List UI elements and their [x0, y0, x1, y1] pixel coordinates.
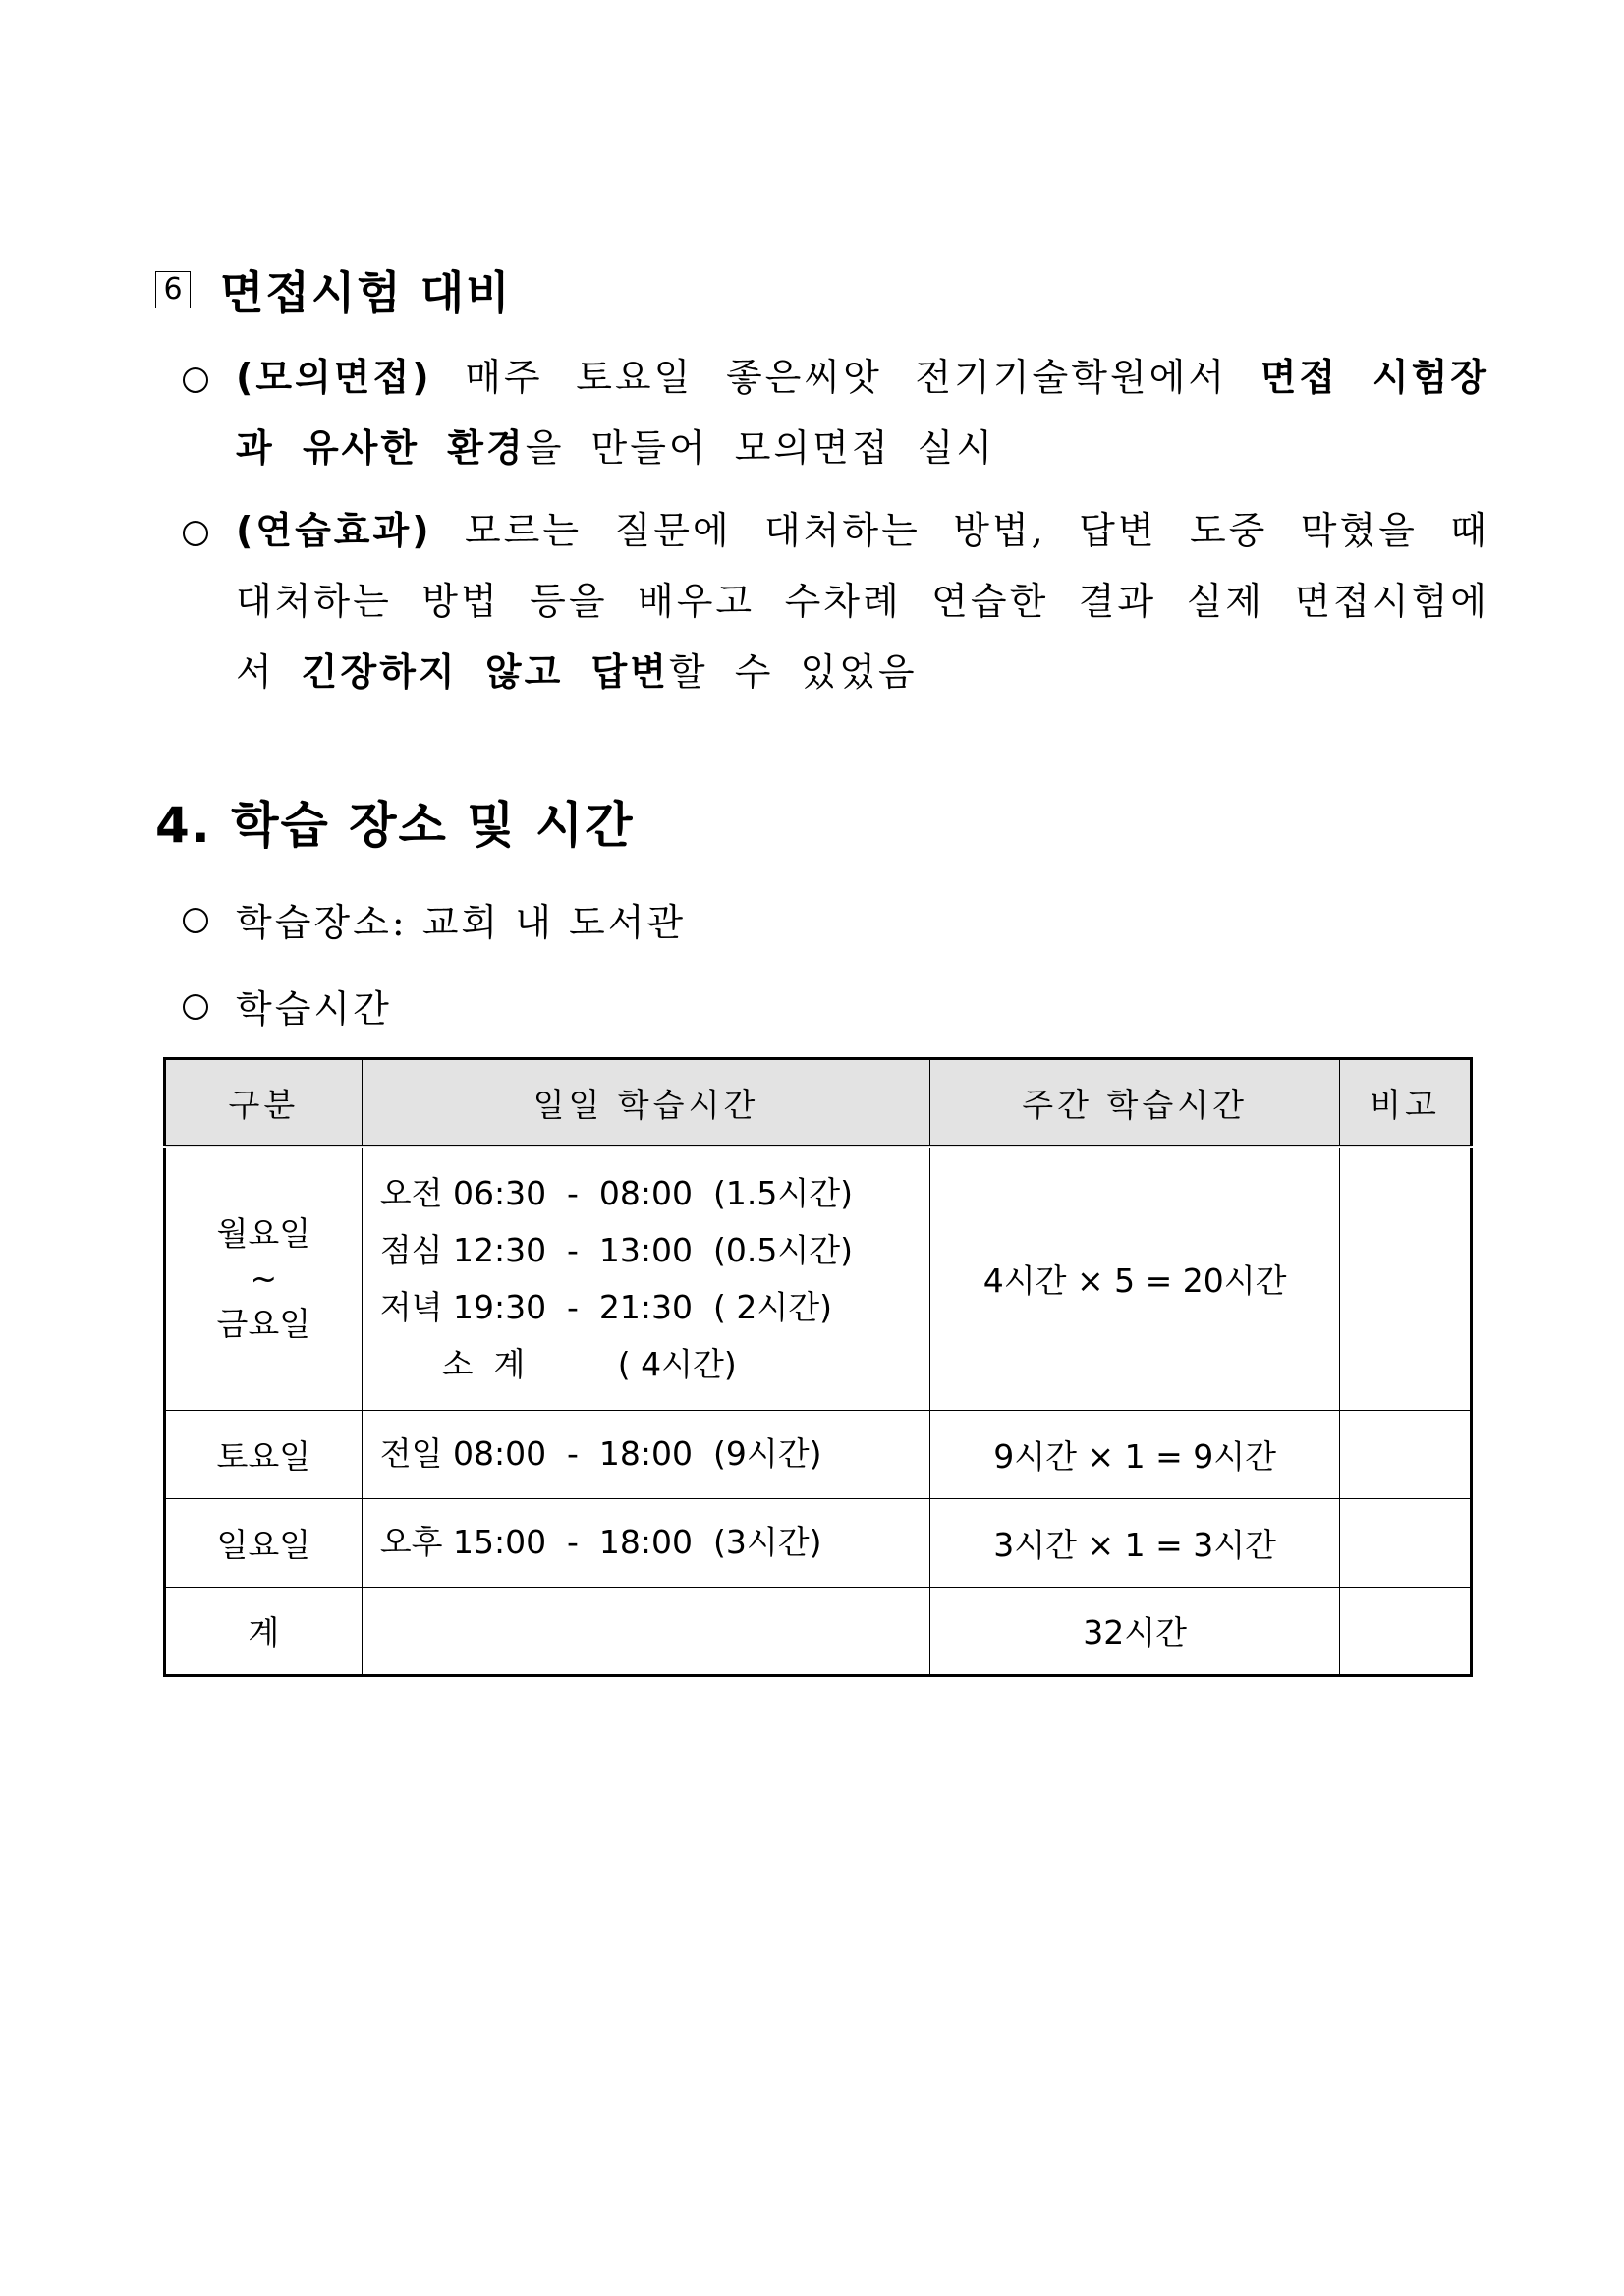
cell-weekly: 3시간 × 1 = 3시간: [930, 1498, 1340, 1587]
bold-label: (모의면접): [236, 356, 432, 399]
cell-day: 일요일: [165, 1498, 363, 1587]
circle-bullet-icon: [183, 367, 208, 393]
table-row-total: [165, 1587, 1472, 1675]
cell-weekly: 4시간 × 5 = 20시간: [930, 1147, 1340, 1410]
time-line: 전일 08:00 - 18:00 (9시간): [379, 1434, 822, 1473]
list-item-text: 학습장소: 교회 내 도서관: [236, 901, 687, 944]
circle-bullet-icon: [183, 908, 208, 933]
cell-total-label: 계: [165, 1587, 363, 1675]
paragraph-practice-effect: [183, 495, 1489, 707]
paragraph-body: 모르는 질문에 대처하는 방법, 답변 도중 막혔을 때 대처하는 방법 등을 배우고 수차례 연습한 결과 실제 면접시험에서: [236, 509, 1489, 694]
circle-bullet-icon: [183, 521, 208, 546]
cell-note: [1340, 1410, 1472, 1498]
time-line: 저녁 19:30 - 21:30 ( 2시간): [379, 1287, 833, 1326]
table-row-saturday: [165, 1410, 1472, 1498]
paragraph-body: 을 만들어 모의면접 실시: [525, 426, 996, 470]
time-subtotal-line: 소 계 ( 4시간): [379, 1344, 737, 1383]
table-header-row: [165, 1059, 1472, 1148]
cell-daily-times: [362, 1147, 929, 1410]
cell-daily-times: [362, 1498, 929, 1587]
study-schedule-table: [163, 1057, 1473, 1677]
table-row-sunday: [165, 1498, 1472, 1587]
table-row-weekday: [165, 1147, 1472, 1410]
cell-day: 토요일: [165, 1410, 363, 1498]
section-4-title: 4. 학습 장소 및 시간: [155, 797, 635, 854]
cell-note: [1340, 1147, 1472, 1410]
section-6-heading: [155, 257, 512, 322]
time-line: 오전 06:30 - 08:00 (1.5시간): [379, 1173, 853, 1212]
paragraph-text: [236, 495, 1489, 707]
bold-label: (연습효과): [236, 509, 432, 552]
cell-note: [1340, 1498, 1472, 1587]
cell-total-daily: [362, 1587, 929, 1675]
bold-phrase: 면접 시험장과 유사한 환경: [236, 356, 1489, 470]
paragraph-body: 할 수 있었음: [668, 650, 918, 694]
cell-weekly: 9시간 × 1 = 9시간: [930, 1410, 1340, 1498]
day-to: 금요일: [216, 1304, 311, 1343]
list-item-study-place: [183, 892, 686, 946]
paragraph-body: 매주 토요일 좋은씨앗 전기기술학원에서: [431, 356, 1260, 399]
header-note: 비고: [1340, 1059, 1472, 1148]
header-weekly-hours: 주간 학습시간: [930, 1059, 1340, 1148]
time-line: 점심 12:30 - 13:00 (0.5시간): [379, 1230, 853, 1269]
circle-bullet-icon: [183, 994, 208, 1020]
header-daily-hours: 일일 학습시간: [362, 1059, 929, 1148]
day-from: 월요일: [216, 1213, 311, 1253]
day-tilde: ~: [250, 1259, 278, 1298]
list-item-text: 학습시간: [236, 987, 392, 1031]
cell-day: [165, 1147, 363, 1410]
bold-phrase: 긴장하지 않고 답변: [301, 650, 669, 694]
section-number-box: 6: [155, 271, 191, 308]
cell-daily-times: [362, 1410, 929, 1498]
header-category: 구분: [165, 1059, 363, 1148]
cell-note: [1340, 1587, 1472, 1675]
list-item-study-time: [183, 979, 392, 1033]
cell-total-weekly: 32시간: [930, 1587, 1340, 1675]
paragraph-text: [236, 342, 1489, 483]
section-6-title: 면접시험 대비: [220, 266, 512, 319]
paragraph-mock-interview: [183, 342, 1489, 483]
time-line: 오후 15:00 - 18:00 (3시간): [379, 1523, 822, 1561]
